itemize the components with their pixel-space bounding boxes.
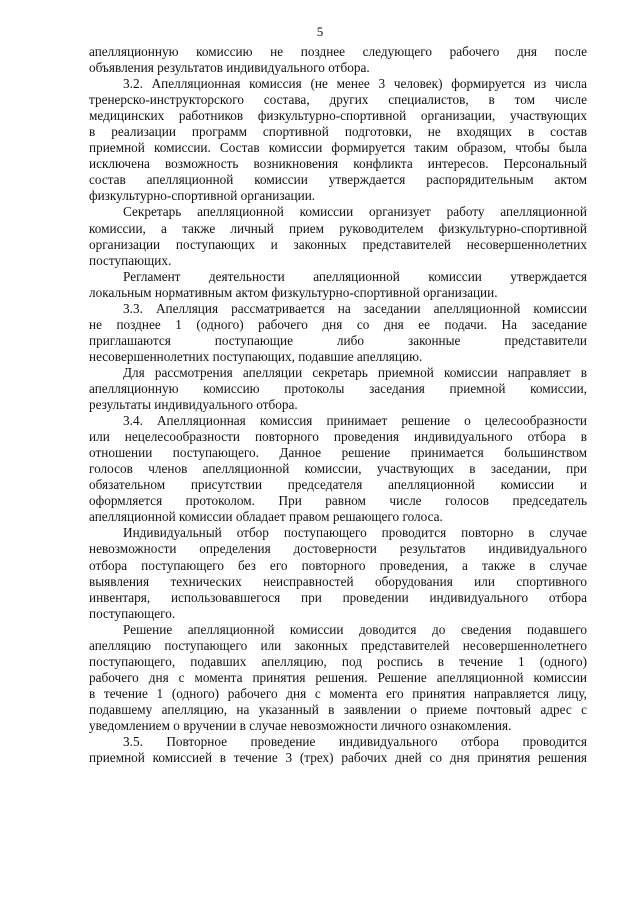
- text-line: физкультурно-спортивной организации.: [89, 188, 316, 204]
- text-line: оформляется протоколом. При равном числе голосов председатель: [89, 493, 587, 509]
- text-line: рабочего дня с момента принятия решения. Решение апелляционной комиссии: [89, 669, 587, 685]
- text-line: 3.5. Повторное проведение индивидуального отбора проводится: [123, 734, 587, 750]
- text-line: тренерско-инструкторского состава, других специалистов, в том числе: [89, 92, 587, 108]
- text-line: локальным нормативным актом физкультурно-спортивной организации.: [89, 284, 498, 300]
- text-line: апелляцию поступающего или законных представителей несовершеннолетнего: [89, 637, 587, 653]
- text-line: невозможности определения достоверности результатов индивидуального: [89, 541, 587, 557]
- text-line: 3.2. Апелляционная комиссия (не менее 3 человек) формируется из числа: [123, 76, 587, 92]
- text-line: поступающего.: [89, 605, 176, 621]
- text-line: объявления результатов индивидуального отбора.: [89, 60, 370, 76]
- text-line: апелляционную комиссию протоколы заседания приемной комиссии,: [89, 380, 587, 396]
- text-line: уведомлением о вручении в случае невозможности личного ознакомления.: [89, 717, 512, 733]
- text-line: приемной комиссией в течение 3 (трех) рабочих дней со дня принятия решения: [89, 750, 587, 766]
- text-line: медицинских работников физкультурно-спортивной организации, участвующих: [89, 108, 587, 124]
- text-line: подавшему апелляцию, на указанный в заявлении о приеме почтовый адрес с: [89, 701, 587, 717]
- text-line: поступающего, подавших апелляцию, под роспись в течение 1 (одного): [89, 653, 587, 669]
- text-line: Секретарь апелляционной комиссии организует работу апелляционной: [123, 204, 587, 220]
- text-line: результаты индивидуального отбора.: [89, 397, 298, 413]
- text-line: или нецелесообразности повторного проведения индивидуального отбора в: [89, 429, 587, 445]
- text-line: не позднее 1 (одного) рабочего дня со дня ее подачи. На заседание: [89, 316, 587, 332]
- text-line: апелляционную комиссию не позднее следующего рабочего дня после: [89, 44, 587, 59]
- text-line: инвентаря, использовавшегося при проведении индивидуального отбора: [89, 589, 587, 605]
- text-line: состав апелляционной комиссии утверждается распорядительным актом: [89, 172, 587, 188]
- text-line: поступающих.: [89, 252, 172, 268]
- text-line: 3.4. Апелляционная комиссия принимает решение о целесообразности: [123, 413, 587, 429]
- text-line: обязательном присутствии председателя апелляционной комиссии и: [89, 477, 587, 493]
- text-line: Регламент деятельности апелляционной комиссии утверждается: [123, 268, 587, 284]
- text-line: Для рассмотрения апелляции секретарь приемной комиссии направляет в: [123, 364, 587, 380]
- text-line: отбора поступающего без его повторного проведения, а также в случае: [89, 557, 587, 573]
- text-line: комиссии, а также личный прием руководителем физкультурно-спортивной: [89, 220, 587, 236]
- text-line: в течение 1 (одного) рабочего дня с момента его принятия направляется лицу,: [89, 685, 587, 701]
- text-line: выявления технических неисправностей оборудования или спортивного: [89, 573, 587, 589]
- text-line: в реализации программ спортивной подготовки, не входящих в состав: [89, 124, 587, 140]
- text-line: Индивидуальный отбор поступающего проводится повторно в случае: [123, 525, 587, 541]
- text-line: исключена возможность возникновения конфликта интересов. Персональный: [89, 156, 587, 172]
- text-line: 3.3. Апелляция рассматривается на заседании апелляционной комиссии: [123, 300, 587, 316]
- text-line: организации поступающих и законных представителей несовершеннолетних: [89, 236, 587, 252]
- text-line: отношении поступающего. Данное решение принимается большинством: [89, 445, 587, 461]
- text-line: приемной комиссии. Состав комиссии формируется таким образом, чтобы была: [89, 140, 587, 156]
- page-number: 5: [316, 24, 324, 39]
- text-line: приглашаются поступающие либо законные представители: [89, 332, 587, 348]
- text-line: голосов членов апелляционной комиссии, участвующих в заседании, при: [89, 461, 587, 477]
- text-line: апелляционной комиссии обладает правом решающего голоса.: [89, 509, 443, 525]
- document-text: [89, 44, 587, 766]
- text-line: несовершеннолетних поступающих, подавшие апелляцию.: [89, 348, 423, 364]
- text-line: Решение апелляционной комиссии доводится до сведения подавшего: [123, 621, 587, 637]
